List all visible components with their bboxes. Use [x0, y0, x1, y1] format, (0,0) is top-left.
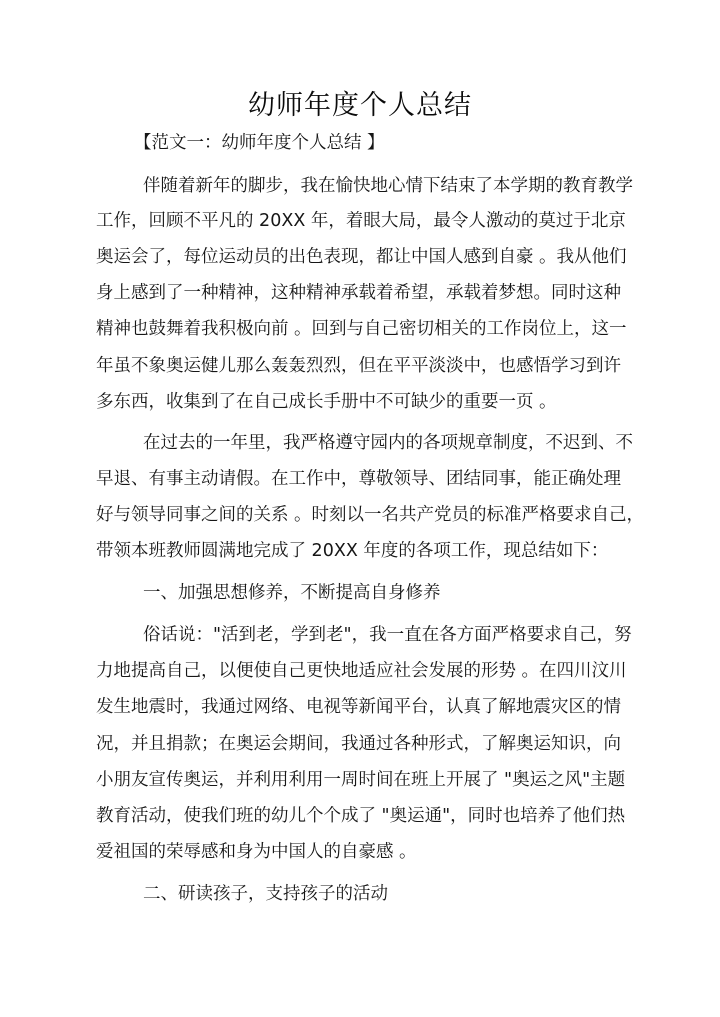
paragraph-line: 小朋友宣传奥运，并利用利用一周时间在班上开展了 "奥运之风"主题	[96, 770, 626, 790]
paragraph-line: 爱祖国的荣辱感和身为中国人的自豪感 。	[96, 842, 417, 862]
paragraph-line: 精神也鼓舞着我积极向前 。回到与自己密切相关的工作岗位上，这一	[96, 319, 627, 339]
paragraph-line: 带领本班教师圆满地完成了 20XX 年度的各项工作，现总结如下：	[96, 541, 609, 561]
paragraph-line: 俗话说："活到老，学到老"，我一直在各方面严格要求自己，努	[143, 625, 632, 645]
section-heading: 一、加强思想修养，不断提高自身修养	[143, 583, 441, 603]
paragraph-line: 年虽不象奥运健儿那么轰轰烈烈，但在平平淡淡中，也感悟学习到许	[96, 356, 621, 376]
paragraph-line: 在过去的一年里，我严格遵守园内的各项规章制度，不迟到、不	[143, 433, 633, 453]
paragraph-line: 伴随着新年的脚步，我在愉快地心情下结束了本学期的教育教学	[143, 176, 633, 196]
section-heading: 二、研读孩子，支持孩子的活动	[143, 884, 388, 904]
paragraph-line: 身上感到了一种精神，这种精神承载着希望，承载着梦想。同时这种	[96, 283, 621, 303]
paragraph-line: 工作，回顾不平凡的 20XX 年，着眼大局，最令人激动的莫过于北京	[96, 211, 626, 231]
subtitle-line: 【范文一：幼师年度个人总结 】	[134, 133, 385, 153]
paragraph-line: 早退、有事主动请假。在工作中，尊敬领导、团结同事，能正确处理	[96, 469, 621, 489]
paragraph-line: 发生地震时，我通过网络、电视等新闻平台，认真了解地震灾区的情	[96, 697, 621, 717]
paragraph-line: 况，并且捐款；在奥运会期间，我通过各种形式，了解奥运知识，向	[96, 734, 621, 754]
paragraph-line: 多东西，收集到了在自己成长手册中不可缺少的重要一页 。	[96, 392, 557, 412]
document-title: 幼师年度个人总结	[248, 90, 472, 121]
paragraph-line: 力地提高自己，以便使自己更快地适应社会发展的形势 。在四川汶川	[96, 661, 627, 681]
paragraph-line: 好与领导同事之间的关系 。时刻以一名共产党员的标准严格要求自己，	[96, 505, 645, 525]
paragraph-line: 奥运会了，每位运动员的出色表现，都让中国人感到自豪 。我从他们	[96, 247, 627, 267]
paragraph-line: 教育活动，使我们班的幼儿个个成了 "奥运通"，同时也培养了他们热	[96, 806, 626, 826]
